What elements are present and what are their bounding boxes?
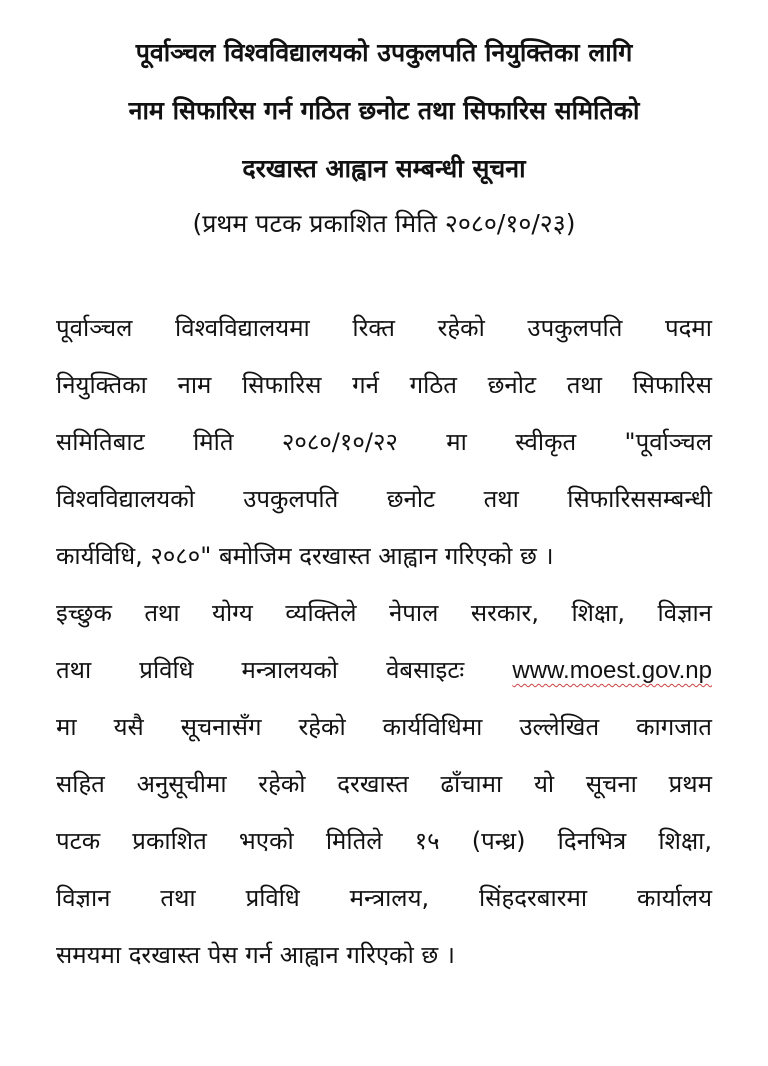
notice-title-block bbox=[40, 24, 728, 250]
body-line-9: सहित अनुसूचीमा रहेको दरखास्त ढाँचामा यो सूचना प्रथम bbox=[56, 770, 712, 798]
body-line-5: कार्यविधि, २०८०" बमोजिम दरखास्त आह्वान गरिएको छ । bbox=[56, 542, 554, 570]
body-line-1: पूर्वाञ्चल विश्वविद्यालयमा रिक्त रहेको उपकुलपति पदमा bbox=[56, 314, 712, 342]
body-line-2: नियुक्तिका नाम सिफारिस गर्न गठित छनोट तथा सिफारिस bbox=[56, 371, 712, 399]
body-line-7-website bbox=[56, 642, 712, 699]
body-line-4: विश्वविद्यालयको उपकुलपति छनोट तथा सिफारिससम्बन्धी bbox=[56, 485, 712, 513]
body-line-3: समितिबाट मिति २०८०/१०/२२ मा स्वीकृत "पूर्वाञ्चल bbox=[56, 428, 712, 456]
notice-publication-date: (प्रथम पटक प्रकाशित मिति २०८०/१०/२३) bbox=[192, 209, 576, 238]
website-prefix-text: तथा प्रविधि मन्त्रालयको वेबसाइटः bbox=[56, 656, 465, 684]
website-link[interactable]: www.moest.gov.np bbox=[512, 657, 712, 684]
body-line-12: समयमा दरखास्त पेस गर्न आह्वान गरिएको छ । bbox=[56, 941, 455, 969]
notice-title-line-2: नाम सिफारिस गर्न गठित छनोट तथा सिफारिस समितिको bbox=[128, 96, 640, 125]
notice-body bbox=[56, 300, 712, 984]
notice-title-line-3: दरखास्त आह्वान सम्बन्धी सूचना bbox=[242, 154, 526, 183]
body-line-11: विज्ञान तथा प्रविधि मन्त्रालय, सिंहदरबारमा कार्यालय bbox=[56, 884, 712, 912]
body-line-8: मा यसै सूचनासँग रहेको कार्यविधिमा उल्लेखित कागजात bbox=[56, 713, 712, 741]
body-line-6: इच्छुक तथा योग्य व्यक्तिले नेपाल सरकार, शिक्षा, विज्ञान bbox=[56, 599, 712, 627]
notice-title-line-1: पूर्वाञ्चल विश्वविद्यालयको उपकुलपति नियुक्तिका लागि bbox=[135, 38, 633, 67]
body-line-10: पटक प्रकाशित भएको मितिले १५ (पन्ध्र) दिनभित्र शिक्षा, bbox=[56, 827, 712, 855]
